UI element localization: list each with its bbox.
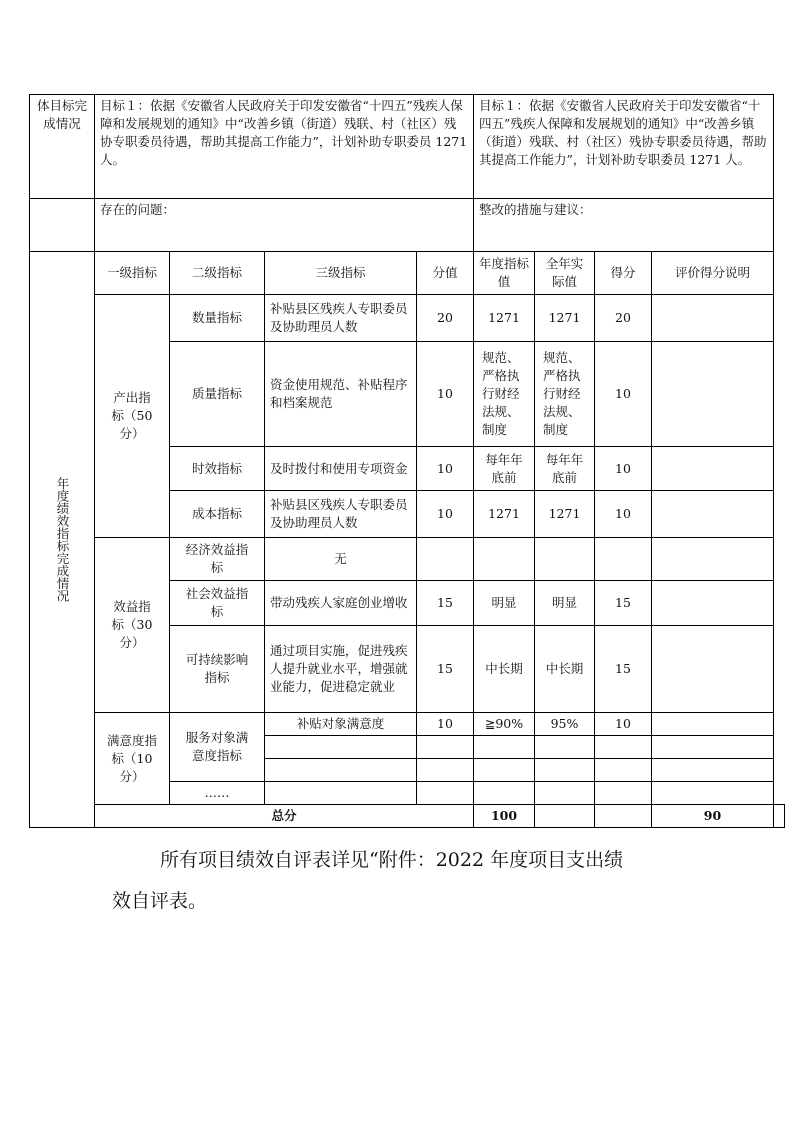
total-value: 100 xyxy=(474,805,535,828)
empty-cell xyxy=(265,759,417,782)
table-row xyxy=(30,295,785,342)
target-cell: 中长期 xyxy=(474,626,535,713)
level2-cell: 社会效益指标 xyxy=(170,581,265,626)
performance-table xyxy=(29,94,785,828)
empty-cell xyxy=(535,759,595,782)
paragraph-line-1: 所有项目绩效自评表详见“附件：2022 年度项目支出绩 xyxy=(160,849,624,871)
target-empty-cell xyxy=(30,199,95,252)
level3-cell: 带动残疾人家庭创业增收 xyxy=(265,581,417,626)
empty-cell xyxy=(474,782,535,805)
group-output: 产出指标（50 分） xyxy=(95,295,170,538)
group-satisfaction: 满意度指标（10 分） xyxy=(95,713,170,805)
empty-cell xyxy=(595,782,652,805)
comment-cell xyxy=(652,713,774,736)
target-row-label: 体目标完成情况 xyxy=(30,95,95,199)
empty-cell xyxy=(595,759,652,782)
actual-cell: 95% xyxy=(535,713,595,736)
ellipsis-cell: …… xyxy=(170,782,265,805)
paragraph-line-2: 效自评表。 xyxy=(112,890,208,912)
empty-cell xyxy=(265,736,417,759)
header-score: 得分 xyxy=(595,252,652,295)
header-score-value: 分值 xyxy=(417,252,474,295)
actual-cell: 1271 xyxy=(535,491,595,538)
header-annual-target: 年度指标值 xyxy=(474,252,535,295)
comment-cell xyxy=(652,342,774,447)
empty-cell xyxy=(652,759,774,782)
level2-cell: 质量指标 xyxy=(170,342,265,447)
value-cell: 10 xyxy=(417,713,474,736)
comment-cell xyxy=(652,626,774,713)
target-cell: 1271 xyxy=(474,295,535,342)
comment-cell xyxy=(652,538,774,581)
score-cell: 20 xyxy=(595,295,652,342)
comment-cell xyxy=(652,295,774,342)
total-label: 总分 xyxy=(95,805,474,828)
empty-cell xyxy=(595,805,652,828)
comment-cell xyxy=(652,447,774,491)
target-cell: 每年年底前 xyxy=(474,447,535,491)
header-comment: 评价得分说明 xyxy=(652,252,774,295)
actual-cell xyxy=(535,538,595,581)
empty-cell xyxy=(595,736,652,759)
level3-cell: 补贴对象满意度 xyxy=(265,713,417,736)
level3-cell: 无 xyxy=(265,538,417,581)
level2-cell: 可持续影响指标 xyxy=(170,626,265,713)
section-label: 年度绩效指标完成情况 xyxy=(30,252,95,828)
level2-cell: 时效指标 xyxy=(170,447,265,491)
score-cell: 15 xyxy=(595,626,652,713)
empty-cell xyxy=(535,782,595,805)
header-level3: 三级指标 xyxy=(265,252,417,295)
value-cell: 10 xyxy=(417,342,474,447)
empty-cell xyxy=(535,805,595,828)
target-planned: 目标１：依据《安徽省人民政府关于印发安徽省“十四五”残疾人保障和发展规划的通知》中“改善乡镇（街道）残联、村（社区）残协专职委员待遇，帮助其提高工作能力”，计划补助专职委员 1271 人。 xyxy=(95,95,474,199)
level2-cell: 经济效益指标 xyxy=(170,538,265,581)
target-cell: 1271 xyxy=(474,491,535,538)
empty-cell xyxy=(417,736,474,759)
value-cell: 15 xyxy=(417,626,474,713)
table-row xyxy=(30,538,785,581)
empty-cell xyxy=(474,736,535,759)
table-row xyxy=(30,713,785,736)
score-cell: 10 xyxy=(595,713,652,736)
empty-cell xyxy=(535,736,595,759)
level2-cell: 服务对象满意度指标 xyxy=(170,713,265,782)
empty-cell xyxy=(774,805,785,828)
target-cell: ≧90% xyxy=(474,713,535,736)
score-cell: 10 xyxy=(595,447,652,491)
total-score: 90 xyxy=(652,805,774,828)
empty-cell xyxy=(417,782,474,805)
level3-cell: 及时拨付和使用专项资金 xyxy=(265,447,417,491)
header-actual-value: 全年实际值 xyxy=(535,252,595,295)
actual-cell: 明显 xyxy=(535,581,595,626)
score-cell xyxy=(595,538,652,581)
actual-cell: 每年年底前 xyxy=(535,447,595,491)
total-row xyxy=(30,805,785,828)
empty-cell xyxy=(265,782,417,805)
measures-label: 整改的措施与建议： xyxy=(474,199,774,252)
header-level1: 一级指标 xyxy=(95,252,170,295)
level3-cell: 补贴县区残疾人专职委员及协助理员人数 xyxy=(265,491,417,538)
level2-cell: 成本指标 xyxy=(170,491,265,538)
header-level2: 二级指标 xyxy=(170,252,265,295)
level3-cell: 通过项目实施，促进残疾人提升就业水平，增强就业能力，促进稳定就业 xyxy=(265,626,417,713)
target-cell: 规范、严格执行财经法规、制度 xyxy=(474,342,535,447)
value-cell: 15 xyxy=(417,581,474,626)
target-actual: 目标１：依据《安徽省人民政府关于印发安徽省“十四五”残疾人保障和发展规划的通知》中“改善乡镇（街道）残联、村（社区）残协专职委员待遇，帮助其提高工作能力”，计划补助专职委员 1271 人。 xyxy=(474,95,774,199)
score-cell: 10 xyxy=(595,342,652,447)
level3-cell: 资金使用规范、补贴程序和档案规范 xyxy=(265,342,417,447)
comment-cell xyxy=(652,581,774,626)
value-cell xyxy=(417,538,474,581)
comment-cell xyxy=(652,491,774,538)
target-cell: 明显 xyxy=(474,581,535,626)
value-cell: 10 xyxy=(417,491,474,538)
value-cell: 10 xyxy=(417,447,474,491)
empty-cell xyxy=(417,759,474,782)
actual-cell: 中长期 xyxy=(535,626,595,713)
level2-cell: 数量指标 xyxy=(170,295,265,342)
actual-cell: 1271 xyxy=(535,295,595,342)
score-cell: 10 xyxy=(595,491,652,538)
actual-cell: 规范、严格执行财经法规、制度 xyxy=(535,342,595,447)
target-cell xyxy=(474,538,535,581)
problems-label: 存在的问题： xyxy=(95,199,474,252)
empty-cell xyxy=(474,759,535,782)
score-cell: 15 xyxy=(595,581,652,626)
empty-cell xyxy=(652,782,774,805)
level3-cell: 补贴县区残疾人专职委员及协助理员人数 xyxy=(265,295,417,342)
empty-cell xyxy=(652,736,774,759)
group-benefit: 效益指标（30 分） xyxy=(95,538,170,713)
value-cell: 20 xyxy=(417,295,474,342)
